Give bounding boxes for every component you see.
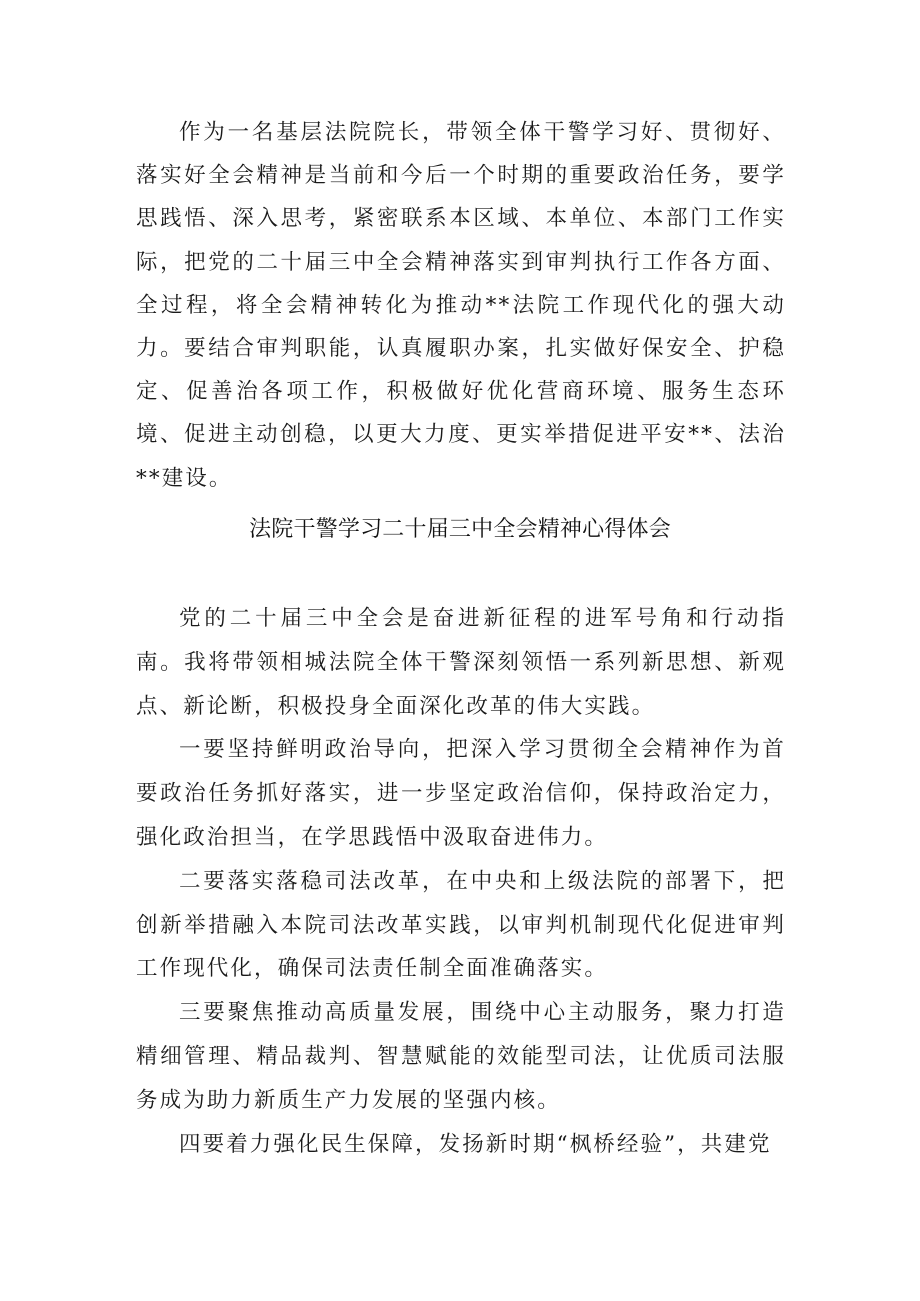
intro-paragraph: 作为一名基层法院院长，带领全体干警学习好、贯彻好、落实好全会精神是当前和今后一个时期的重要政治任务，要学思践悟、深入思考，紧密联系本区域、本单位、本部门工作实际，把党的二十届三中全会精神落实到审判执行工作各方面、全过程，将全会精神转化为推动**法院工作现代化的强大动力。要结合审判职能，认真履职办案，扎实做好保安全、护稳定、促善治各项工作，积极做好优化营商环境、服务生态环境、促进主动创稳，以更大力度、更实举措促进平安**、法治**建设。 — [136, 120, 786, 491]
section-title: 法院干警学习二十届三中全会精神心得体会 — [249, 517, 671, 542]
body-paragraph: 一要坚持鲜明政治导向，把深入学习贯彻全会精神作为首要政治任务抓好落实，进一步坚定政治信仰，保持政治定力，强化政治担当，在学思践悟中汲取奋进伟力。 — [136, 737, 786, 850]
body-paragraph: 三要聚焦推动高质量发展，围绕中心主动服务，聚力打造精细管理、精品裁判、智慧赋能的效能型司法，让优质司法服务成为助力新质生产力发展的坚强内核。 — [136, 1000, 786, 1113]
body-paragraph: 二要落实落稳司法改革，在中央和上级法院的部署下，把创新举措融入本院司法改革实践，以审判机制现代化促进审判工作现代化，确保司法责任制全面准确落实。 — [136, 868, 786, 982]
body-paragraph: 党的二十届三中全会是奋进新征程的进军号角和行动指南。我将带领相城法院全体干警深刻领悟一系列新思想、新观点、新论断，积极投身全面深化改革的伟大实践。 — [136, 606, 786, 719]
body-section — [136, 597, 786, 1166]
intro-section — [136, 111, 786, 500]
body-paragraph: 四要着力强化民生保障，发扬新时期“枫桥经验”，共建党 — [179, 1131, 772, 1157]
